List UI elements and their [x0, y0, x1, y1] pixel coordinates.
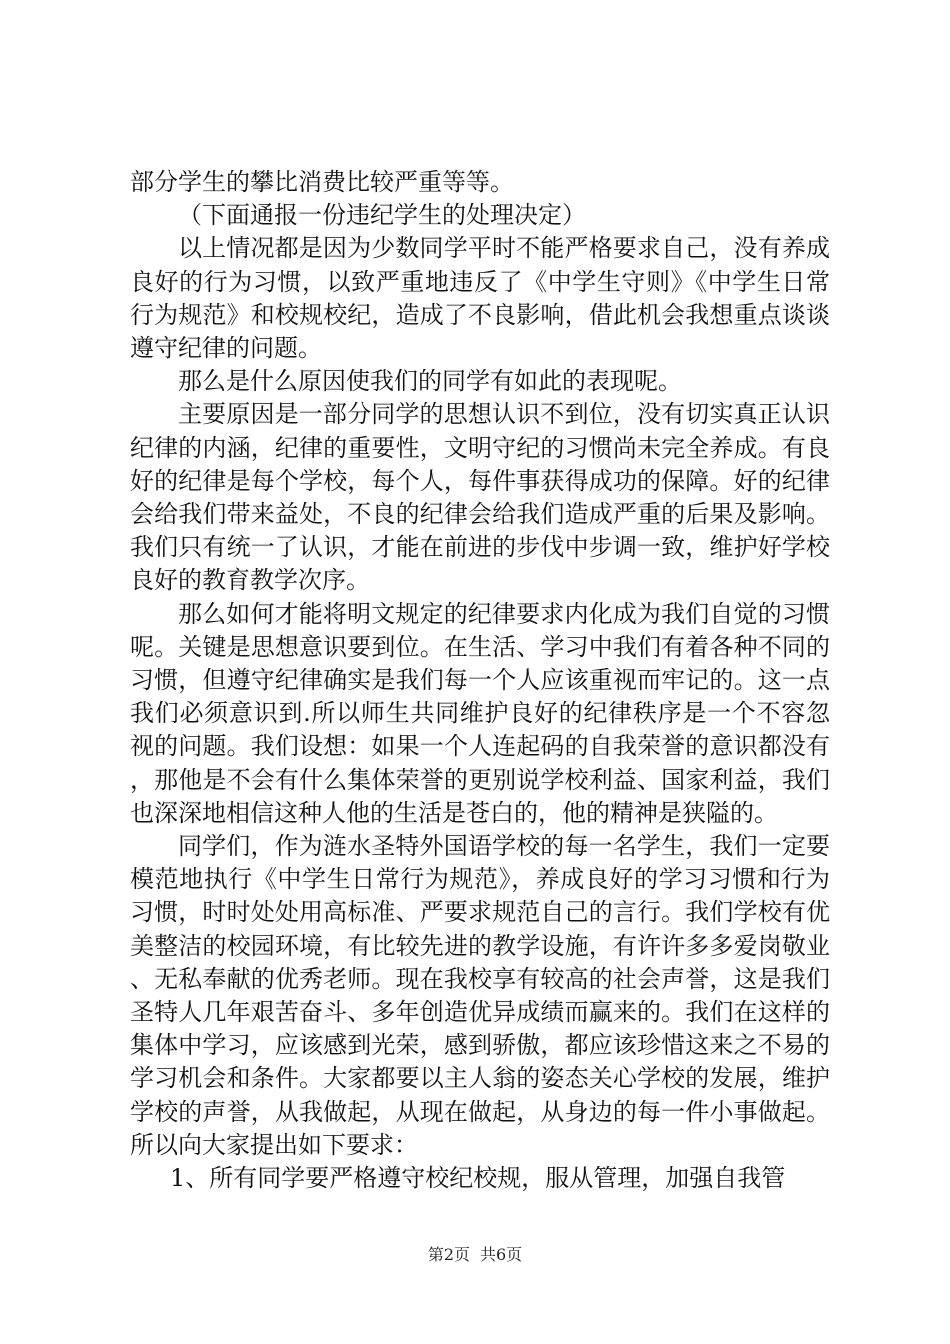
page-number: 第2页: [427, 1245, 470, 1264]
paragraph-3: 那么是什么原因使我们的同学有如此的表现呢。: [178, 367, 682, 396]
page-total: 共6页: [480, 1245, 523, 1264]
paragraph-5: 那么如何才能将明文规定的纪律要求内化成为我们自觉的习惯呢。关键是思想意识要到位。在生活、学习中我们有着各种不同的习惯，但遵守纪律确实是我们每一个人应该重视而牢记的。这一点我们必须意识到.所以师生共同维护良好的纪律秩序是一个不容忽视的问题。我们设想：如果一个人连起码的自我荣誉的意识都没有，那他是不会有什么集体荣誉的更别说学校利益、国家利益，我们也深深地相信这种人他的生活是苍白的，他的精神是狭隘的。: [130, 599, 830, 827]
paragraph-6: 同学们，作为涟水圣特外国语学校的每一名学生，我们一定要模范地执行《中学生日常行为规范》，养成良好的学习习惯和行为习惯，时时处处用高标准、严要求规范自己的言行。我们学校有优美整洁的校园环境，有比较先进的教学设施，有许许多多爱岗敬业、无私奉献的优秀老师。现在我校享有较高的社会声誉，这是我们圣特人几年艰苦奋斗、多年创造优异成绩而赢来的。我们在这样的集体中学习，应该感到光荣，感到骄傲，都应该珍惜这来之不易的学习机会和条件。大家都要以主人翁的姿态关心学校的发展，维护学校的声誉，从我做起，从现在做起，从身边的每一件小事做起。所以向大家提出如下要求：: [130, 832, 830, 1159]
paragraph-2: 以上情况都是因为少数同学平时不能严格要求自己，没有养成良好的行为习惯，以致严重地违反了《中学生守则》《中学生日常行为规范》和校规校纪，造成了不良影响，借此机会我想重点谈谈遵守纪律的问题。: [130, 234, 830, 363]
paragraph-0: 部分学生的攀比消费比较严重等等。: [130, 168, 514, 196]
page-footer: [0, 1244, 950, 1266]
paragraph-4: 主要原因是一部分同学的思想认识不到位，没有切实真正认识纪律的内涵，纪律的重要性，文明守纪的习惯尚未完全养成。有良好的纪律是每个学校，每个人，每件事获得成功的保障。好的纪律会给我们带来益处，不良的纪律会给我们造成严重的后果及影响。我们只有统一了认识，才能在前进的步伐中步调一致，维护好学校良好的教育教学次序。: [130, 400, 830, 595]
paragraph-7: 1、所有同学要严格遵守校纪校规，服从管理，加强自我管: [170, 1164, 786, 1193]
document-body: [130, 166, 830, 1195]
paragraph-1: （下面通报一份违纪学生的处理决定）: [178, 201, 586, 230]
